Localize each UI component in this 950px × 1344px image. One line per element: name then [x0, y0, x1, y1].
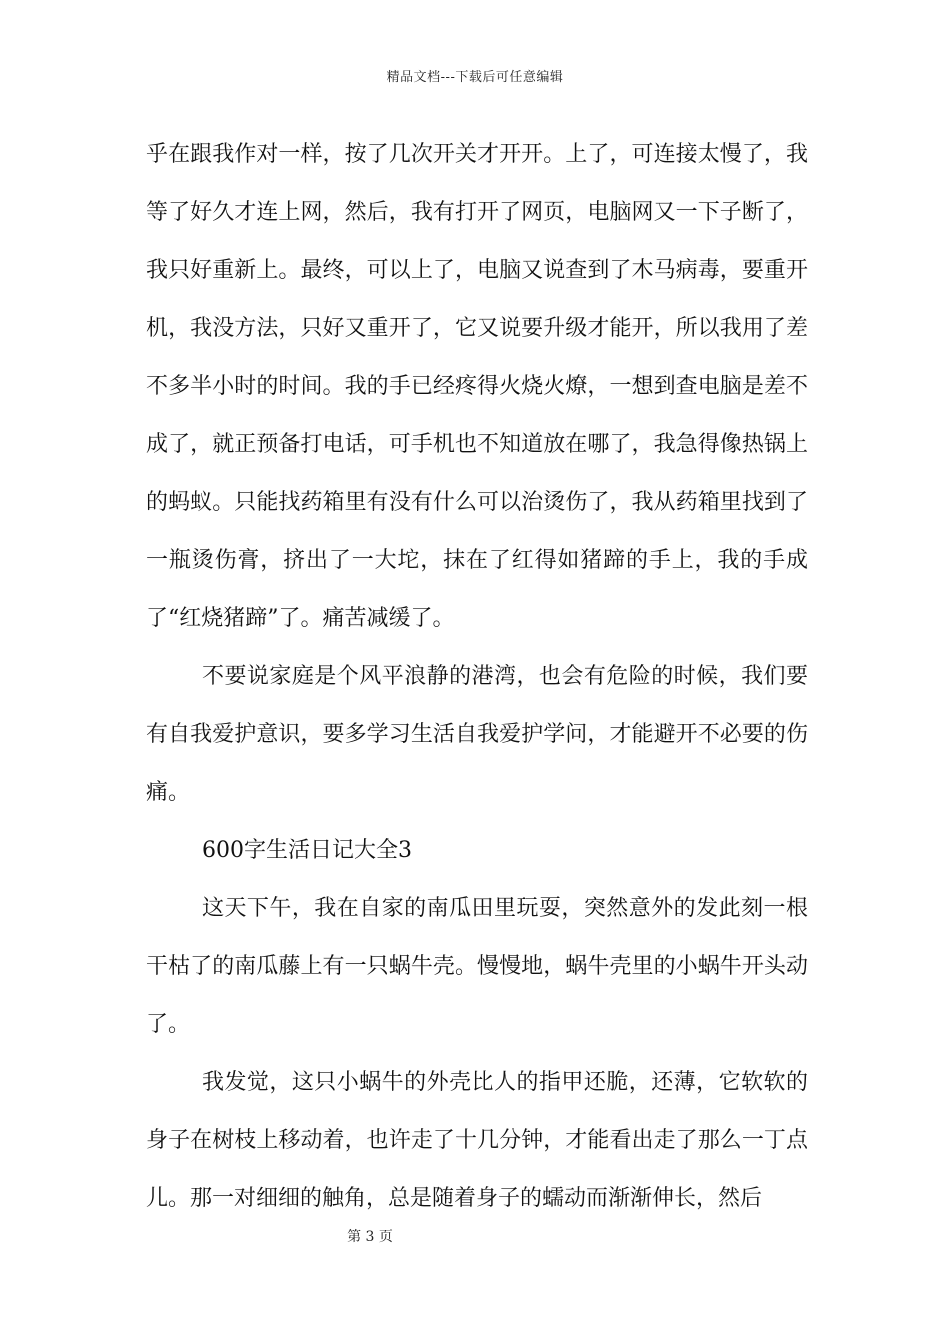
- page-header: 精品文档---下载后可任意编辑: [386, 70, 564, 85]
- paragraph-snail-intro: 这天下午，我在自家的南瓜田里玩耍，突然意外的发此刻一根干枯了的南瓜藤上有一只蜗牛壳。慢慢地，蜗牛壳里的小蜗牛开头动了。: [146, 896, 808, 1037]
- section-heading: 600字生活日记大全3: [202, 838, 412, 863]
- page-body: [146, 126, 808, 1228]
- page-number: 第 3 页: [347, 1229, 393, 1245]
- paragraph-conclusion: 不要说家庭是个风平浪静的港湾，也会有危险的时候，我们要有自我爱护意识，要多学习生活自我爱护学问，才能避开不必要的伤痛。: [146, 664, 808, 805]
- paragraph-continuation: 乎在跟我作对一样，按了几次开关才开开。上了，可连接太慢了，我等了好久才连上网，然后，我有打开了网页，电脑网又一下子断了，我只好重新上。最终，可以上了，电脑又说查到了木马病毒，要重开机，我没方法，只好又重开了，它又说要升级才能开，所以我用了差不多半小时的时间。我的手已经疼得火烧火燎，一想到查电脑是差不成了，就正预备打电话，可手机也不知道放在哪了，我急得像热锅上的蚂蚁。只能找药箱里有没有什么可以治烫伤了，我从药箱里找到了一瓶烫伤膏，挤出了一大坨，抹在了红得如猪蹄的手上，我的手成了“红烧猪蹄”了。痛苦减缓了。: [146, 142, 808, 631]
- paragraph-snail-detail: 我发觉，这只小蜗牛的外壳比人的指甲还脆，还薄，它软软的身子在树枝上移动着，也许走了十几分钟，才能看出走了那么一丁点儿。那一对细细的触角，总是随着身子的蠕动而渐渐伸长，然后: [146, 1070, 808, 1211]
